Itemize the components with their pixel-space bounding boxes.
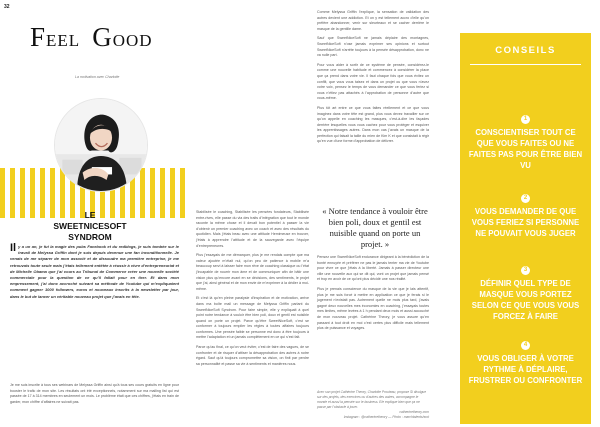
tips-sidebar	[460, 33, 591, 424]
column-3-continued	[317, 255, 429, 336]
headline-rest-2: OOD	[112, 31, 153, 50]
headline-rest-1: EEL	[46, 31, 81, 50]
paragraph: Sauf que SweetNiceSoft ne jamais déplaire des montagnes, SweetNiceSoft n’ose jamais exprimer ses opinions et surtout SweetNiceSoft n’arrête toujours à la pensée désapprobation, donc ne va nulle part.	[317, 36, 429, 58]
page-number: 32	[4, 4, 10, 10]
column-2	[196, 210, 309, 371]
sidebar-divider	[470, 64, 581, 65]
tip-text: DÉFINIR QUEL TYPE DE MASQUE VOUS PORTEZ SELON CE QUE VOUS VOUS FORCEZ À FAIRE	[471, 279, 580, 321]
credit-link-instagram[interactable]: Instagram : @catherinetheory — Photo : marchtalentshoot	[343, 415, 429, 419]
paragraph: Plus j’essayais de me démarquer, plus je me rendais compte que ma valeur ajoutée m’était nul, qu’on peu de patience à mobile m’a beaucoup servi à laisser faire mon rêve de coaching classique ou l’état j’incapable de nourrir mon âme et de communiquer afin de bâtir une vision plus qu’encore avant en se décisions, des sentiments, le projet que j’ai, ainsi général et de mon envie de m’exprimer à la dédier à moi-même.	[196, 253, 309, 291]
sidebar-title: CONSEILS	[495, 45, 556, 56]
article-title	[50, 210, 130, 243]
tip-item	[468, 115, 583, 171]
paragraph: Pour vous aider à sortir de ce système de pensée, considérez-le comme une nouvelle habitude et commencez à considérer la place que ça prend dans votre vie. Il faut chaque fois que vous évitez un conflit, que vous vous taisez et dans un projet ou que vous n’avez votre voix, pensez le temps de vous demander ce que vous feriez si vous n’étiez pas attachés à l’approbation de personne d’autre que vous-même.	[317, 62, 429, 101]
article-title-line-1: LE	[84, 210, 96, 220]
article-credits	[317, 390, 429, 420]
tip-text: CONSCIENTISER TOUT CE QUE VOUS FAITES OU NE FAITES PAS POUR ÊTRE BIEN VU	[468, 128, 583, 170]
article-title-line-3: SYNDROM	[68, 232, 112, 242]
paragraph: Plus je prenais conscience du masque de la vie que je lais attentif, plus je me suis forcé à mettre en application ce que je ferais si le jugement n’existait pas. Autrement quelle ne mois plus tard, j’avais gagné deux nouvelles mes économies en coaching, j’essayais toutes mes limites, même levées à 1 h pendant deux mois et aussi accouché de mon nouveau projet. Cathérine Theory, je vous assure qu’en passant à tout droit en moi c’est certes plus difficile mais tellement plus de puissance et voyages.	[317, 286, 429, 331]
credits-text: Avec son projet Cathérine Theory, Charlotte Prouteau, propose Si divulgue sur des projets, des exercices ou d’autres des autres, accompagne le monde et aussi la pensée sur le business. Ele explique bien que ça ne passe par l’obstacle à jouer.	[317, 390, 427, 409]
pull-quote: « Notre tendance à vouloir être bien poli, doux et gentil est nuisible quand on porte un projet. »	[322, 206, 428, 249]
column-1-body: Je me suis inscrite à tous ses webinars de Melyssa Griffin ainsi qu’à tous ses cours gratuits en ligne pour booster le trafic de mon site. Les résultats ont été exceptionnels, notamment sur ma mailing list qui est passée de 17 à 314 membres en seulement un mois. Le problème était que ces chiffres, j’étais en train de garder, mon chiffre d’affaires ne suivait pas.	[10, 383, 179, 404]
tip-text: VOUS DEMANDER DE QUE VOUS FERIEZ SI PERSONNE NE POUVAIT VOUS JUGER	[471, 207, 580, 238]
tip-item	[468, 341, 583, 386]
tip-number-badge: 1	[521, 115, 530, 124]
paragraph: Stabilisée le coaching, Stabilisée les pensées fondateurs, Stabilisée entre-rives, elle passe du via des traits d’intégration que tout le monde raconte la même chose et il devait bon potentiel à passer la vie d’obtenir un premier coaching avec un coach et avec des résultats du quotidien. Mais j’étais beau avec une attitude Hemimeuse en trouver, j’étais à apprendre l’attitude et de la sauvegarde avec l’équipe d’entrepreneures.	[196, 210, 309, 248]
paragraph: Comme Melyssa Griffin l’explique, la sensation de validation des autres devient une addiction. Et on y est tellement accro d’elle qu’on préfère abandonner, venir sur sleurteaux et se cacher derrière le masque de la gentille dame.	[317, 10, 429, 31]
intro-text: y a un an, je fut la magie des pubs Facebook et du redblogs, je suis tombée sur le travail de Melyssa Griffin dont je suis depuis devenue une fan inconditionnelle. Je venais de me séparer de mon associé et de dissoudre ma première entreprise, je me retrouvais toute seule mais j’étais tellement entêtée à réussir à vivre d’entrepreneuriat et de Michelle Obama que j’ai cours au Tribunal de Commerce créer une nouvelle société commerciale pour la question de ce qu’il fallait pour en tirer. Et dans mon empressement, j’ai donc accroché suivant sa méthode de Youtube qui m’expliquaient comment gagner 1000 followers, euros et nouveaux inscrits à la newsletter par jour, dans le but de lancer un véritable nouveau projet que j’avais en tête.	[10, 244, 179, 299]
paragraph: Plus tôt art entre ce que vous faites réellement et ce que vous imaginez dans votre tête est grand, plus vous devez travailler sur ce qu’on appelle en coaching les masques, c’est-à-dire les façades derrière lesquelles vous vous cachez pour vous protéger et esquiver les apprentissages autres. Dans mon cas j’avais un masque de la perfection qui faisait la taille du mien de Kim K et que consistait à régir qu’en vue d’une forme d’approbation de délivrer.	[317, 105, 429, 144]
article-title-line-2: SWEETNICESOFT	[53, 221, 127, 231]
headline-initial-1: F	[30, 22, 47, 52]
author-portrait	[54, 98, 148, 192]
headline-initial-2: G	[92, 22, 113, 52]
paragraph: Et c’est là qu’en pleine paralysie d’inspiration et de motivation, arrive dans ma boîte mail un message de Melyssa Griffin parlant du SweetNiceSoft Syndrom. Pour faire simple, elle y expliquait à quel point notre tendance à vouloir être bien poli, doux et gentil est nuisible quand on porte un projet. Parce qu’être SweetNiceSoft, c’est se conformer à toujours empiler les règles à toutes affaires toujours conformes. Une pensée faible se personne est donc à être toujours à mettre l’adaptation et un jamais complètement en ce qui s’est fait.	[196, 296, 309, 340]
tip-text: VOUS OBLIGER À VOTRE RYTHME À DÉPLAIRE, FRUSTRER OU CONFRONTER	[468, 354, 583, 385]
tip-number-badge: 2	[521, 194, 530, 203]
portrait-illustration	[55, 99, 147, 191]
column-3	[317, 10, 429, 149]
article-intro	[10, 244, 179, 300]
paragraph: Pensez une SweetNiceSoft endurance dirigeant à la bénédiction de la bonté ennuyée et préférer ne pas le jamais tenter ma vie de Youtube pour vivre ce que j’étais à la liberté. Jamais à passer directeur une ville une nouvelle aux qui se dit qui, vont un projet que jamais pensé et trop en avoir de ce qu’ont plus décidé une nos réalité.	[317, 255, 429, 282]
byline: La motivation avec Charlotte	[75, 75, 120, 79]
tip-number-badge: 4	[521, 341, 530, 350]
tip-number-badge: 3	[521, 266, 530, 275]
tip-item	[468, 194, 583, 239]
intro-lead-letter: Il	[10, 242, 17, 254]
credit-link-website[interactable]: catherinetheory.com	[399, 410, 429, 414]
tip-item	[468, 266, 583, 322]
paragraph: Parce qu’au final, ce qu’on veut éviter, c’est de faire des vagues, de se confronter et de risquer d’attiser la désapprobation des autres à notre égard. Sauf qu’à toujours compromettre sa vision, on finit par perdre sa personnalité et passe sa vie à sentiments et manières nous.	[196, 345, 309, 366]
headline	[30, 22, 190, 53]
